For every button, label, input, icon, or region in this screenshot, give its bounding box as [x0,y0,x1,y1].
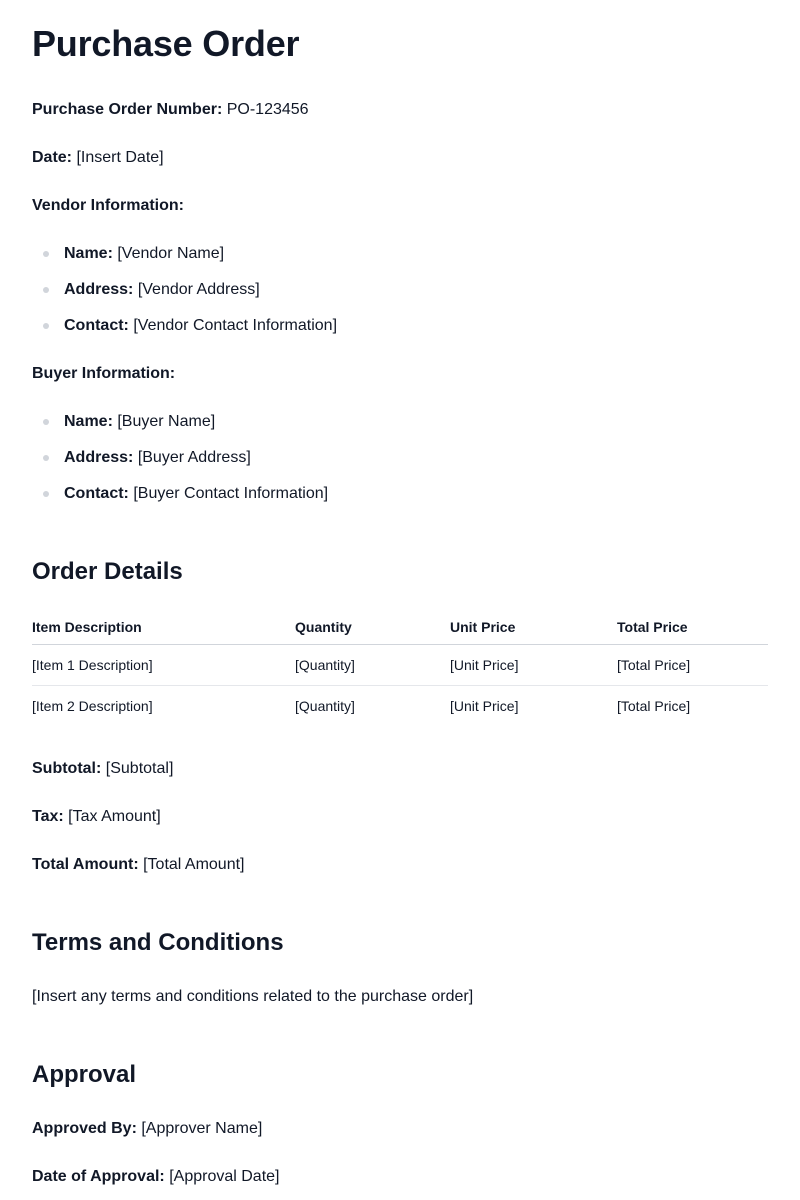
total-price-cell: [Total Price] [617,645,768,686]
vendor-name-item [64,243,224,265]
quantity-cell: [Quantity] [295,698,355,714]
buyer-contact-value: [Buyer Contact Information] [133,485,329,502]
buyer-name-value: [Buyer Name] [117,413,216,430]
tax-value: [Tax Amount] [68,808,161,825]
vendor-contact-value: [Vendor Contact Information] [133,317,338,334]
column-header-quantity: Quantity [295,610,450,645]
vendor-address-item [64,279,260,301]
tax-line [32,806,161,828]
vendor-address-value: [Vendor Address] [137,281,260,298]
vendor-name-label: Name: [64,245,113,262]
approved-by-label: Approved By: [32,1120,137,1137]
date-of-approval-value: [Approval Date] [169,1168,280,1185]
subtotal-line [32,758,173,780]
table-header-row [32,610,768,645]
tax-label: Tax: [32,808,64,825]
vendor-address-label: Address: [64,281,134,298]
buyer-name-label: Name: [64,413,113,430]
subtotal-value: [Subtotal] [105,760,174,777]
table-row [32,645,768,686]
date-of-approval-line [32,1166,279,1188]
po-number-value: PO-123456 [226,101,309,118]
table-row [32,686,768,727]
terms-text: [Insert any terms and conditions related to the purchase order] [32,988,474,1005]
total-amount-label: Total Amount: [32,856,139,873]
terms-heading: Terms and Conditions [32,929,284,956]
buyer-contact-item [64,483,328,505]
po-number-label: Purchase Order Number: [32,101,223,118]
unit-price-cell: [Unit Price] [450,698,519,714]
vendor-contact-label: Contact: [64,317,129,334]
total-amount-value: [Total Amount] [143,856,245,873]
buyer-info-heading: Buyer Information: [32,365,176,382]
buyer-contact-label: Contact: [64,485,129,502]
date-line [32,147,164,169]
order-details-heading: Order Details [32,558,183,585]
item-description-cell: [Item 1 Description] [32,645,295,686]
vendor-contact-item [64,315,337,337]
vendor-name-value: [Vendor Name] [117,245,225,262]
buyer-address-item [64,447,251,469]
column-header-item-description: Item Description [32,610,295,645]
column-header-unit-price: Unit Price [450,610,617,645]
po-number-line [32,99,309,121]
item-description-cell: [Item 2 Description] [32,698,153,714]
column-header-total-price: Total Price [617,610,768,645]
approved-by-value: [Approver Name] [141,1120,263,1137]
order-items-table [32,610,768,726]
buyer-address-label: Address: [64,449,134,466]
approval-heading: Approval [32,1061,137,1088]
buyer-address-value: [Buyer Address] [137,449,251,466]
date-value: [Insert Date] [76,149,164,166]
buyer-name-item [64,411,215,433]
page-title: Purchase Order [32,23,300,64]
vendor-info-heading: Vendor Information: [32,197,184,214]
unit-price-cell: [Unit Price] [450,645,617,686]
date-of-approval-label: Date of Approval: [32,1168,165,1185]
total-amount-line [32,854,244,876]
quantity-cell: [Quantity] [295,645,450,686]
approved-by-line [32,1118,262,1140]
date-label: Date: [32,149,73,166]
total-price-cell: [Total Price] [617,698,691,714]
subtotal-label: Subtotal: [32,760,102,777]
